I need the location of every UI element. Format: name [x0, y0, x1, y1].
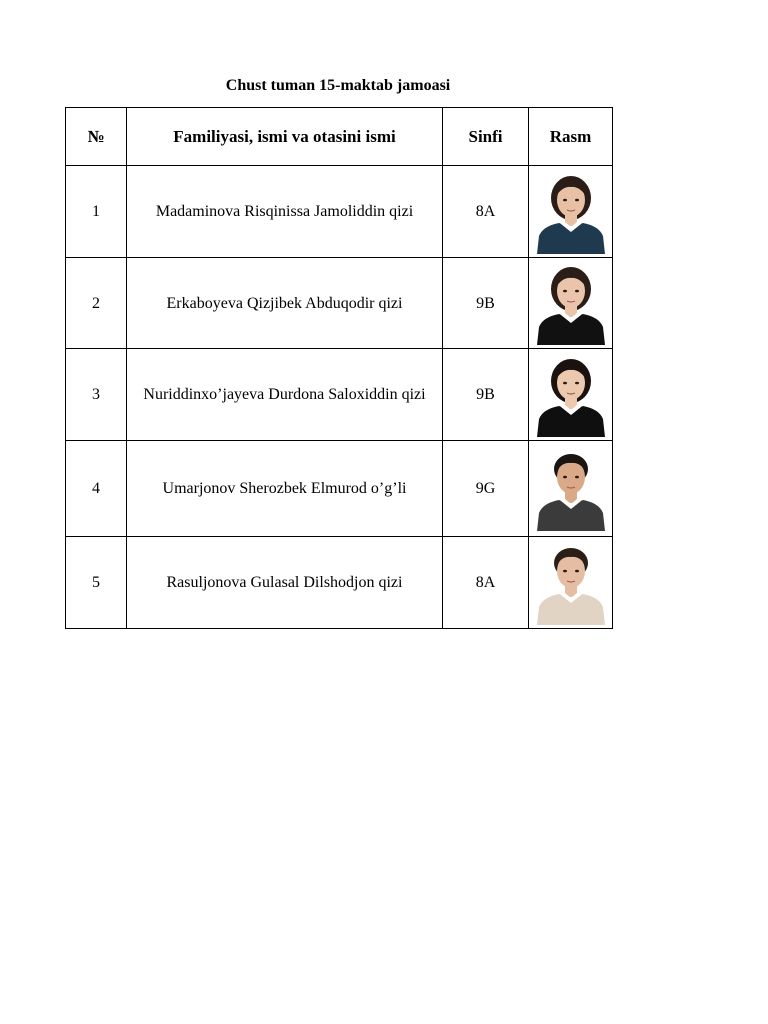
- cell-photo: [529, 349, 613, 441]
- table-row: [66, 349, 613, 441]
- cell-number: 4: [66, 441, 127, 537]
- student-photo-male-icon: [535, 447, 607, 531]
- cell-name: Rasuljonova Gulasal Dilshodjon qizi: [127, 537, 443, 629]
- cell-class: 9B: [443, 349, 529, 441]
- cell-number: 3: [66, 349, 127, 441]
- cell-number: 5: [66, 537, 127, 629]
- cell-name: Umarjonov Sherozbek Elmurod o’g’li: [127, 441, 443, 537]
- cell-photo: [529, 537, 613, 629]
- cell-photo: [529, 258, 613, 349]
- cell-class: 9B: [443, 258, 529, 349]
- student-table: [65, 107, 613, 629]
- student-photo-female-icon: [535, 170, 607, 254]
- student-photo-male-icon: [535, 541, 607, 625]
- table-row: [66, 441, 613, 537]
- document-title: Chust tuman 15-maktab jamoasi: [225, 77, 451, 94]
- cell-name: Madaminova Risqinissa Jamoliddin qizi: [127, 166, 443, 258]
- cell-name: Erkaboyeva Qizjibek Abduqodir qizi: [127, 258, 443, 349]
- header-number: №: [66, 108, 127, 166]
- cell-class: 8A: [443, 537, 529, 629]
- header-class: Sinfi: [443, 108, 529, 166]
- cell-number: 2: [66, 258, 127, 349]
- table-header-row: [66, 108, 613, 166]
- cell-class: 9G: [443, 441, 529, 537]
- cell-photo: [529, 441, 613, 537]
- table-row: [66, 166, 613, 258]
- header-name: Familiyasi, ismi va otasini ismi: [127, 108, 443, 166]
- table-row: [66, 537, 613, 629]
- table-row: [66, 258, 613, 349]
- cell-name: Nuriddinxo’jayeva Durdona Saloxiddin qizi: [127, 349, 443, 441]
- cell-photo: [529, 166, 613, 258]
- student-photo-female-icon: [535, 353, 607, 437]
- student-photo-female-icon: [535, 261, 607, 345]
- cell-number: 1: [66, 166, 127, 258]
- header-photo: Rasm: [529, 108, 613, 166]
- cell-class: 8A: [443, 166, 529, 258]
